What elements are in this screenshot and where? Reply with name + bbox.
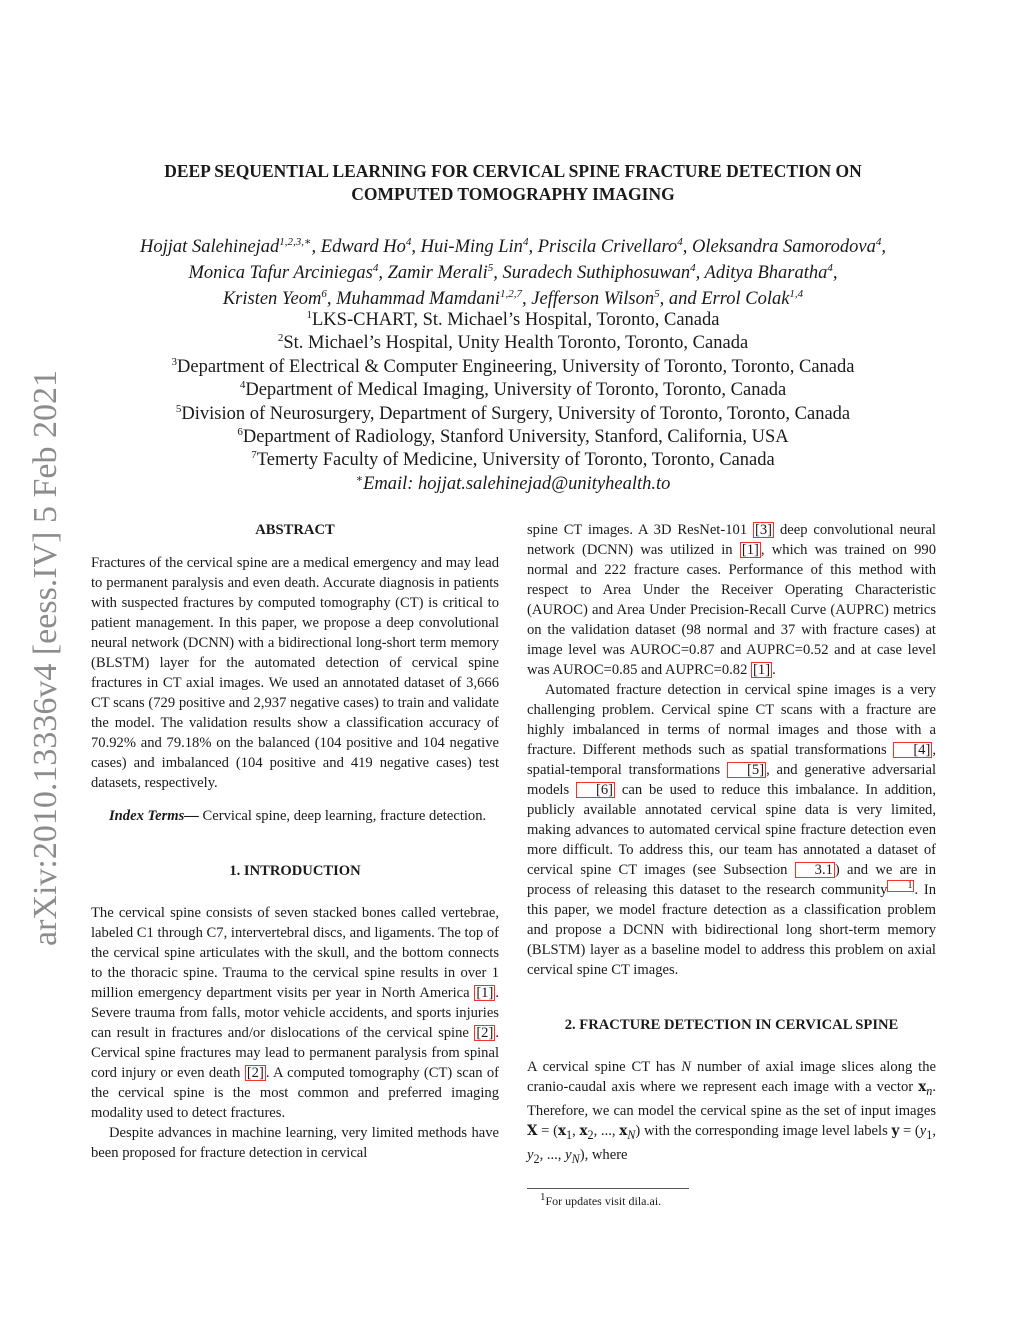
text-run: number of axial image slices along the cranio-caudal axis where we represent each image with a vector: [527, 1059, 937, 1095]
abstract-text: Fractures of the cervical spine are a medical emergency and may lead to permanent paralysis and even death. Accurate diagnosis in patients with suspected fractures by computed tomography (CT) is critical to patient management. In this paper, we propose a deep convolutional neural network (DCNN) with a bidirectional long-short term memory (BLSTM) layer for the automated detection of cervical spine fractures in CT axial images. We used an annotated dataset of 3,666 CT scans (729 positive and 2,937 negative cases) to train and validate the model. The validation results show a classification accuracy of 70.92% and 79.18% on the balanced (104 positive and 104 negative cases) and imbalanced (104 positive and 419 negative cases) test datasets, respectively.: [91, 555, 499, 791]
author-sup: 4: [522, 235, 529, 248]
arxiv-stamp: [12, 368, 68, 948]
text-run: , spatial-temporal transformations: [527, 742, 936, 778]
title-line-2: COMPUTED TOMOGRAPHY IMAGING: [351, 184, 675, 204]
affiliation-sup: 4: [239, 379, 246, 392]
author-sup: 4: [405, 235, 412, 248]
math-subscript: 1: [566, 1127, 573, 1142]
author-name: Edward Ho: [320, 237, 406, 257]
math-operator: , ...,: [593, 1122, 620, 1139]
right-column: [527, 520, 936, 1169]
author-sup: 5: [487, 261, 494, 274]
affiliation: [90, 379, 936, 402]
author-sup: 1,4: [789, 287, 804, 300]
text-run: , which was trained on 990 normal and 222 fracture cases. Performance of this method with respect to Area Under the Receiver Operating Characteristic (AUROC) and Area Under Precision-Recall Curve (AUPRC) metrics on the validation dataset (98 normal and 37 with fracture cases) at image level was AUROC=0.87 and AUPRC=0.52 and at case level was AUROC=0.85 and AUPRC=0.82: [527, 542, 936, 678]
intro-paragraph-2: Despite advances in machine learning, very limited methods have been proposed for fracture detection in cervical: [91, 1125, 499, 1161]
math-operator: = (: [537, 1122, 558, 1139]
math-symbol: x: [918, 1079, 927, 1095]
footnote-link[interactable]: 1: [887, 880, 914, 892]
left-column: [91, 520, 499, 1163]
affiliation-text: Department of Medical Imaging, University of Toronto, Toronto, Canada: [245, 380, 787, 401]
author-name: Oleksandra Samorodova: [692, 237, 876, 257]
author-name: Zamir Merali: [387, 263, 488, 283]
affiliation-text: St. Michael’s Hospital, Unity Health Toronto, Toronto, Canada: [283, 333, 749, 354]
math-operator: ): [579, 1146, 585, 1163]
author-line-1: Hojjat Salehinejad$^{1,2,3,∗}$, Edward Ho$^4$, Hui-Ming Lin$^4$, Priscila Crivellaro$^4$, Oleksandra Samorodova$^4$,: [140, 235, 886, 257]
author-name: and Errol Colak: [668, 289, 790, 309]
text-run: deep convolutional neural network (DCNN) was utilized in: [527, 522, 936, 558]
abstract-heading: ABSTRACT: [255, 522, 335, 538]
math-operator: = (: [899, 1122, 920, 1139]
citation-link[interactable]: [2]: [476, 1025, 494, 1041]
math-operator: ,: [932, 1122, 937, 1139]
text-run: can be used to reduce this imbalance. In addition, publicly available annotated cervical spine data is very limited, making advances to automated cervical spine fracture detection even more difficult. To address this, our team has annotated a dataset of cervical spine CT images (see Subsection: [527, 782, 937, 878]
footnote: [540, 1193, 661, 1209]
citation-link[interactable]: [2]: [246, 1065, 264, 1081]
author-line-3: Kristen Yeom$^6$, Muhammad Mamdani$^{1,2,7}$, Jefferson Wilson$^5$, and Errol Colak$^{1,4}$: [222, 287, 804, 309]
text-run: , where: [584, 1146, 628, 1163]
paper-title: [90, 160, 936, 206]
index-terms-text: Cervical spine, deep learning, fracture detection.: [202, 808, 487, 824]
affiliation-list: [90, 309, 936, 496]
text-run: The cervical spine consists of seven stacked bones called vertebrae, labeled C1 through C7, intervertebral discs, and ligaments. The top of the cervical spine articulates with the skull, and the bottom connects to the thoracic spine. Trauma to the cervical spine results in over 1 million emergency department visits per year in North America: [91, 905, 499, 1001]
author-sup: 4: [875, 235, 882, 248]
author-name: Priscila Crivellaro: [537, 237, 678, 257]
text-run: Automated fracture detection in cervical spine images is a very challenging problem. Cervical spine CT scans with a fracture are highly imbalanced in terms of normal images and those with a fracture. Different methods such as spatial transformations: [527, 682, 936, 758]
citation-link[interactable]: [1]: [753, 662, 771, 678]
affiliation-text: Department of Electrical & Computer Engineering, University of Toronto, Toronto, Canada: [177, 356, 855, 377]
author-name: Hojjat Salehinejad: [140, 237, 280, 257]
index-terms: [91, 806, 499, 826]
math-subscript: 1: [926, 1127, 933, 1142]
citation-link[interactable]: [5]: [727, 762, 766, 778]
index-terms-label: Index Terms—: [109, 808, 199, 824]
footnote-sup: 1: [540, 1191, 546, 1203]
text-run: . Cervical spine fractures may lead to permanent paralysis from spinal cord injury or even death: [91, 1025, 499, 1081]
math-subscript: 2: [533, 1151, 540, 1166]
author-sup: 1,2,3,∗: [279, 235, 312, 248]
affiliation-sup: 6: [237, 425, 243, 438]
math-symbol: x: [579, 1122, 588, 1139]
affiliation-text: Department of Radiology, Stanford University, Stanford, California, USA: [242, 427, 789, 448]
math-symbol: x: [557, 1122, 567, 1139]
related-paragraph: [527, 520, 936, 680]
section-2-paragraph: [527, 1057, 936, 1169]
author-name: Jefferson Wilson: [531, 289, 655, 309]
citation-link[interactable]: [3]: [755, 522, 773, 538]
text-run: , and generative adversarial models: [527, 762, 937, 798]
citation-link[interactable]: [1]: [741, 542, 759, 558]
math-symbol: y: [527, 1146, 534, 1163]
math-subscript: 2: [587, 1127, 594, 1142]
math-operator: , ...,: [539, 1146, 566, 1163]
affiliation: [90, 426, 936, 449]
author-name: Suradech Suthiphosuwan: [502, 263, 691, 283]
author-sup: 5: [654, 287, 660, 300]
affiliation-sup: 2: [277, 332, 284, 345]
author-sup: 6: [321, 287, 327, 300]
author-sup: 4: [677, 235, 683, 248]
citation-link[interactable]: [1]: [476, 985, 494, 1001]
affiliation-text: Division of Neurosurgery, Department of Surgery, University of Toronto, Toronto, Canada: [181, 403, 851, 424]
email-line: [90, 473, 936, 496]
author-sup: 4: [372, 261, 379, 274]
author-list: [90, 234, 936, 312]
author-sup: 4: [690, 261, 696, 274]
affiliation-text: Temerty Faculty of Medicine, University of Toronto, Toronto, Canada: [256, 450, 775, 471]
affiliation: [90, 332, 936, 355]
footnote-rule: [527, 1188, 689, 1189]
math-subscript: N: [627, 1127, 636, 1142]
affiliation: [90, 309, 936, 332]
text-run: A cervical spine CT has: [527, 1059, 682, 1075]
author-name: Aditya Bharatha: [704, 263, 828, 283]
math-subscript: N: [571, 1151, 580, 1166]
math-symbol: X: [527, 1122, 538, 1139]
math-symbol: y: [891, 1122, 900, 1139]
footnote-text: For updates visit dila.ai.: [545, 1194, 662, 1208]
affiliation: [90, 403, 936, 426]
author-name: Hui-Ming Lin: [420, 237, 523, 257]
section-2-heading: 2. FRACTURE DETECTION IN CERVICAL SPINE: [564, 1017, 899, 1033]
text-run: . Therefore, we can model the cervical spine as the set of input images: [527, 1079, 936, 1119]
affiliation-sup: 1: [306, 308, 312, 321]
author-name: Kristen Yeom: [222, 289, 322, 309]
math-subscript: n: [926, 1083, 933, 1098]
email-address[interactable]: Email: hojjat.salehinejad@unityhealth.to: [363, 473, 671, 494]
math-symbol: y: [565, 1146, 572, 1163]
citation-link[interactable]: [4]: [893, 742, 932, 758]
math-operator: ,: [572, 1122, 580, 1139]
math-operator: ): [635, 1122, 641, 1139]
affiliation-text: LKS-CHART, St. Michael’s Hospital, Toronto, Canada: [312, 310, 720, 330]
affiliation-sup: 3: [171, 355, 178, 368]
affiliation: [90, 356, 936, 379]
author-sup: 1,2,7: [500, 287, 523, 300]
subsection-link[interactable]: 3.1: [795, 862, 835, 878]
author-sup: 4: [827, 261, 833, 274]
text-run: . In this paper, we model fracture detection as a classification problem and propose a DCNN with bidirectional long short-term memory (BLSTM) layer as a baseline model to address this problem on axial cervical spine CT images.: [527, 882, 936, 978]
text-run: .: [772, 662, 776, 678]
math-symbol: y: [919, 1122, 927, 1139]
affiliation: [90, 449, 936, 472]
author-name: Monica Tafur Arciniegas: [188, 263, 373, 283]
text-run: with the corresponding image level labels: [640, 1122, 892, 1139]
text-run: . Severe trauma from falls, motor vehicle accidents, and sports injuries can result in fractures and/or dislocations of the cervical spine: [91, 985, 499, 1041]
affiliation-sup: 5: [175, 402, 182, 415]
text-run: spine CT images. A 3D ResNet-101: [527, 522, 754, 538]
email-sup: ∗: [355, 472, 364, 485]
title-line-1: DEEP SEQUENTIAL LEARNING FOR CERVICAL SPINE FRACTURE DETECTION ON: [164, 161, 862, 181]
motivation-paragraph: [527, 680, 936, 980]
author-line-2: Monica Tafur Arciniegas$^4$, Zamir Merali$^5$, Suradech Suthiphosuwan$^4$, Aditya Bharatha$^4$,: [188, 261, 838, 283]
section-1-heading: 1. INTRODUCTION: [229, 863, 361, 879]
citation-link[interactable]: [6]: [576, 782, 615, 798]
text-run: ) and we are in process of releasing this dataset to the research community: [527, 862, 936, 898]
arxiv-id: arXiv:2010.13336v4 [eess.IV] 5 Feb 2021: [27, 369, 64, 946]
affiliation-sup: 7: [251, 449, 257, 462]
math-symbol: N: [681, 1059, 691, 1075]
intro-paragraph-1: [91, 903, 499, 1123]
math-symbol: x: [619, 1122, 628, 1139]
author-name: Muhammad Mamdani: [336, 289, 501, 309]
text-run: . A computed tomography (CT) scan of the cervical spine is the most common and preferred imaging modality used to detect fractures.: [91, 1065, 499, 1121]
